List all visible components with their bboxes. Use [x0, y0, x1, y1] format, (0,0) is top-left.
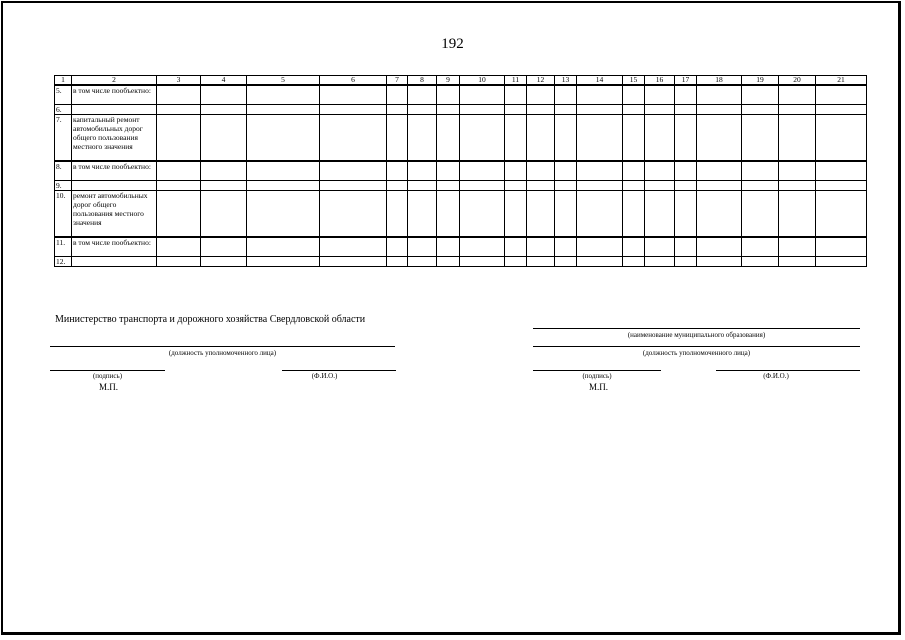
- name-line-right: [716, 370, 860, 371]
- table-cell: [201, 181, 247, 191]
- table-cell: [460, 181, 505, 191]
- table-header-row: [55, 76, 867, 86]
- table-cell: [387, 237, 408, 257]
- table-cell: [408, 257, 437, 267]
- table-cell: [247, 161, 320, 181]
- table-cell: [408, 161, 437, 181]
- table-cell: [437, 161, 460, 181]
- column-number: 13: [555, 76, 577, 86]
- table-cell: [555, 85, 577, 105]
- table-cell: [779, 257, 816, 267]
- row-number: 10.: [55, 191, 72, 238]
- table-cell: [157, 85, 201, 105]
- table-cell: [460, 105, 505, 115]
- table-cell: [623, 115, 645, 162]
- table-cell: [157, 257, 201, 267]
- position-caption-right: (должность уполномоченного лица): [642, 349, 751, 357]
- table-cell: [201, 115, 247, 162]
- table-cell: [742, 181, 779, 191]
- column-number: 5: [247, 76, 320, 86]
- table-cell: [675, 115, 697, 162]
- table-cell: [505, 115, 527, 162]
- table-cell: [320, 257, 387, 267]
- municipality-caption: (наименование муниципального образования): [627, 331, 766, 339]
- table-cell: [645, 237, 675, 257]
- table-row: [55, 85, 867, 105]
- table-cell: [675, 191, 697, 238]
- row-label: в том числе пообъектно:: [72, 85, 157, 105]
- row-label: [72, 181, 157, 191]
- table-cell: [779, 191, 816, 238]
- table-cell: [460, 161, 505, 181]
- table-cell: [645, 115, 675, 162]
- column-number: 20: [779, 76, 816, 86]
- table-cell: [697, 191, 742, 238]
- signature-line-left: [50, 370, 165, 371]
- table-cell: [697, 257, 742, 267]
- table-cell: [320, 181, 387, 191]
- table-cell: [387, 257, 408, 267]
- table-cell: [247, 105, 320, 115]
- table-cell: [816, 181, 867, 191]
- table-cell: [201, 257, 247, 267]
- table-cell: [816, 105, 867, 115]
- organization-name: Министерство транспорта и дорожного хозяйства Свердловской области: [55, 314, 366, 325]
- table-cell: [157, 161, 201, 181]
- table-cell: [675, 105, 697, 115]
- table-cell: [697, 105, 742, 115]
- table-cell: [320, 237, 387, 257]
- table-cell: [816, 257, 867, 267]
- stamp-right: М.П.: [589, 382, 609, 392]
- table-cell: [201, 85, 247, 105]
- table-cell: [408, 237, 437, 257]
- name-line-left: [282, 370, 396, 371]
- table-cell: [779, 115, 816, 162]
- table-cell: [320, 115, 387, 162]
- table-cell: [437, 181, 460, 191]
- row-number: 7.: [55, 115, 72, 162]
- table-cell: [157, 191, 201, 238]
- table-cell: [157, 237, 201, 257]
- row-label: капитальный ремонт автомобильных дорог общего пользования местного значения: [72, 115, 157, 162]
- table-cell: [623, 181, 645, 191]
- table-cell: [247, 257, 320, 267]
- table-cell: [320, 105, 387, 115]
- table-cell: [387, 105, 408, 115]
- table-cell: [201, 191, 247, 238]
- table-cell: [697, 115, 742, 162]
- table-cell: [505, 237, 527, 257]
- table-cell: [577, 237, 623, 257]
- column-number: 4: [201, 76, 247, 86]
- table-cell: [201, 161, 247, 181]
- row-number: 5.: [55, 85, 72, 105]
- table-row: [55, 105, 867, 115]
- table-cell: [527, 115, 555, 162]
- column-number: 3: [157, 76, 201, 86]
- row-label: [72, 105, 157, 115]
- table-row: [55, 161, 867, 181]
- column-number: 9: [437, 76, 460, 86]
- table-cell: [408, 191, 437, 238]
- row-number: 6.: [55, 105, 72, 115]
- table-cell: [742, 115, 779, 162]
- table-cell: [247, 85, 320, 105]
- table-cell: [577, 85, 623, 105]
- column-number: 11: [505, 76, 527, 86]
- table-cell: [675, 161, 697, 181]
- table-cell: [387, 115, 408, 162]
- column-number: 7: [387, 76, 408, 86]
- table-cell: [555, 191, 577, 238]
- table-cell: [247, 181, 320, 191]
- table-cell: [437, 237, 460, 257]
- table-cell: [387, 161, 408, 181]
- position-line-left: [50, 346, 395, 347]
- table-cell: [742, 105, 779, 115]
- table-cell: [460, 85, 505, 105]
- table-cell: [645, 85, 675, 105]
- table-cell: [387, 85, 408, 105]
- table-cell: [555, 181, 577, 191]
- table-cell: [157, 115, 201, 162]
- table-cell: [505, 181, 527, 191]
- table-cell: [387, 191, 408, 238]
- column-number: 6: [320, 76, 387, 86]
- table-cell: [320, 191, 387, 238]
- table-cell: [437, 105, 460, 115]
- position-caption-left: (должность уполномоченного лица): [168, 349, 277, 357]
- stamp-left: М.П.: [99, 382, 119, 392]
- table-cell: [387, 181, 408, 191]
- table-cell: [645, 181, 675, 191]
- table-row: [55, 237, 867, 257]
- table-cell: [201, 237, 247, 257]
- table-cell: [460, 115, 505, 162]
- table-cell: [555, 115, 577, 162]
- name-caption-right: (Ф.И.О.): [763, 372, 789, 380]
- table-cell: [505, 105, 527, 115]
- table-cell: [247, 191, 320, 238]
- table-cell: [460, 257, 505, 267]
- column-number: 16: [645, 76, 675, 86]
- table-cell: [697, 85, 742, 105]
- table-cell: [555, 105, 577, 115]
- table-cell: [742, 257, 779, 267]
- page-number: 192: [441, 36, 464, 52]
- table-cell: [437, 191, 460, 238]
- municipality-line: [533, 328, 860, 329]
- table-row: [55, 257, 867, 267]
- column-number: 19: [742, 76, 779, 86]
- table-cell: [247, 115, 320, 162]
- table-cell: [408, 181, 437, 191]
- table-cell: [675, 257, 697, 267]
- table-cell: [505, 191, 527, 238]
- table-cell: [505, 85, 527, 105]
- table-cell: [645, 105, 675, 115]
- signature-caption-left: (подпись): [92, 372, 123, 380]
- column-number: 17: [675, 76, 697, 86]
- table-cell: [742, 85, 779, 105]
- position-line-right: [533, 346, 860, 347]
- table-cell: [697, 237, 742, 257]
- table-row: [55, 191, 867, 238]
- table-cell: [505, 161, 527, 181]
- table-cell: [527, 161, 555, 181]
- row-number: 9.: [55, 181, 72, 191]
- table-cell: [623, 237, 645, 257]
- table-cell: [779, 85, 816, 105]
- table-cell: [816, 191, 867, 238]
- table-cell: [623, 85, 645, 105]
- column-number: 1: [55, 76, 72, 86]
- table-cell: [623, 191, 645, 238]
- table-cell: [645, 257, 675, 267]
- table-cell: [645, 191, 675, 238]
- table-cell: [408, 85, 437, 105]
- table-cell: [577, 191, 623, 238]
- table-cell: [742, 191, 779, 238]
- report-table: [54, 75, 867, 267]
- column-number: 21: [816, 76, 867, 86]
- table-cell: [320, 85, 387, 105]
- table-row: [55, 115, 867, 162]
- table-cell: [408, 115, 437, 162]
- table-cell: [816, 161, 867, 181]
- table-cell: [779, 105, 816, 115]
- row-number: 12.: [55, 257, 72, 267]
- column-number: 18: [697, 76, 742, 86]
- table-cell: [555, 161, 577, 181]
- table-cell: [675, 85, 697, 105]
- column-number: 8: [408, 76, 437, 86]
- table-cell: [697, 161, 742, 181]
- table-cell: [645, 161, 675, 181]
- row-number: 11.: [55, 237, 72, 257]
- table-cell: [527, 191, 555, 238]
- table-cell: [816, 237, 867, 257]
- column-number: 14: [577, 76, 623, 86]
- table-cell: [577, 181, 623, 191]
- table-cell: [555, 237, 577, 257]
- row-label: ремонт автомобильных дорог общего пользования местного значения: [72, 191, 157, 238]
- table-cell: [527, 237, 555, 257]
- signature-line-right: [533, 370, 661, 371]
- row-number: 8.: [55, 161, 72, 181]
- table-cell: [742, 161, 779, 181]
- column-number: 2: [72, 76, 157, 86]
- table-cell: [437, 257, 460, 267]
- table-cell: [527, 85, 555, 105]
- table-cell: [527, 181, 555, 191]
- table-cell: [320, 161, 387, 181]
- table-cell: [437, 85, 460, 105]
- table-cell: [779, 181, 816, 191]
- table-cell: [201, 105, 247, 115]
- table-cell: [623, 257, 645, 267]
- row-label: [72, 257, 157, 267]
- table-cell: [460, 237, 505, 257]
- table-cell: [505, 257, 527, 267]
- table-cell: [437, 115, 460, 162]
- table-cell: [623, 161, 645, 181]
- table-cell: [675, 181, 697, 191]
- signature-caption-right: (подпись): [582, 372, 612, 380]
- table-cell: [577, 161, 623, 181]
- table-cell: [577, 115, 623, 162]
- table-cell: [816, 85, 867, 105]
- table-cell: [527, 105, 555, 115]
- table-cell: [247, 237, 320, 257]
- table-cell: [460, 191, 505, 238]
- name-caption-left: (Ф.И.О.): [311, 372, 338, 380]
- table-cell: [779, 161, 816, 181]
- table-cell: [555, 257, 577, 267]
- table-cell: [742, 237, 779, 257]
- column-number: 10: [460, 76, 505, 86]
- column-number: 12: [527, 76, 555, 86]
- row-label: в том числе пообъектно:: [72, 237, 157, 257]
- table-cell: [157, 105, 201, 115]
- table-cell: [527, 257, 555, 267]
- table-cell: [157, 181, 201, 191]
- table-cell: [697, 181, 742, 191]
- row-label: в том числе пообъектно:: [72, 161, 157, 181]
- table-row: [55, 181, 867, 191]
- table-cell: [816, 115, 867, 162]
- table-cell: [779, 237, 816, 257]
- column-number: 15: [623, 76, 645, 86]
- table-cell: [577, 105, 623, 115]
- table-cell: [408, 105, 437, 115]
- table-cell: [623, 105, 645, 115]
- table-cell: [577, 257, 623, 267]
- table-cell: [675, 237, 697, 257]
